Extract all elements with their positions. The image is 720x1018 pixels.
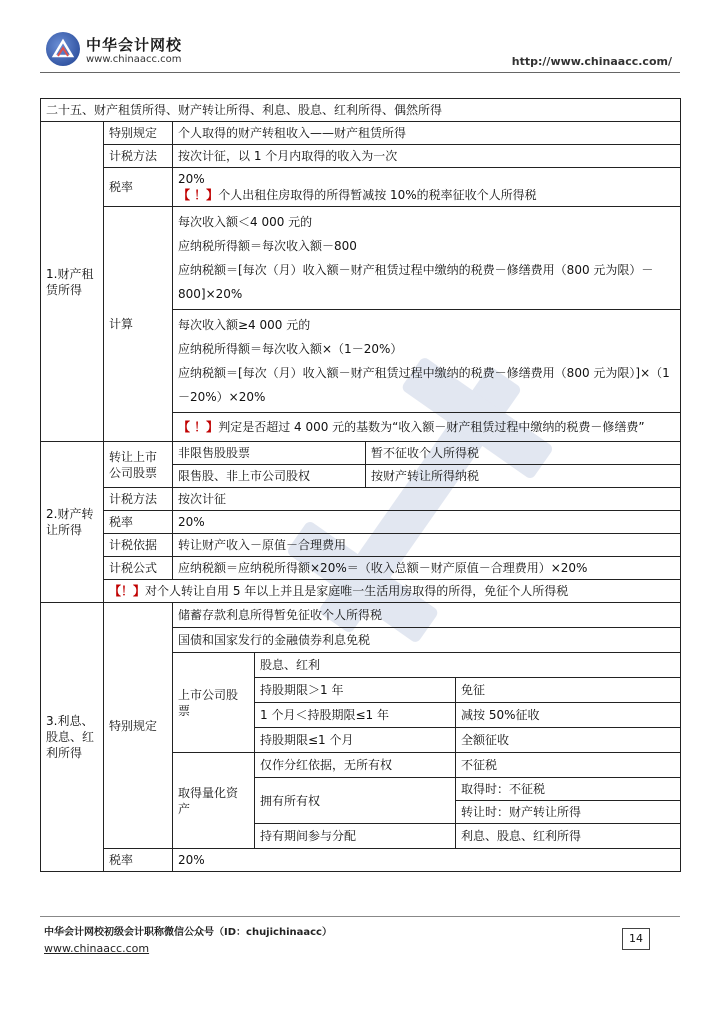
transfer-note [104, 580, 681, 603]
row-value: 储蓄存款利息所得暂免征收个人所得税 [173, 603, 681, 628]
table-row [41, 99, 681, 122]
rate-value: 20% [178, 172, 205, 186]
row-value: 拥有所有权 [255, 778, 456, 824]
table-row [41, 122, 681, 145]
tip-mark: 【！】 [109, 584, 146, 598]
page-header [40, 28, 680, 78]
brand-url: www.chinaacc.com [86, 54, 182, 65]
page-number: 14 [622, 928, 650, 950]
tip-mark: 【 ！】 [178, 420, 219, 434]
table-row [41, 603, 681, 628]
calc-case-low [173, 207, 681, 310]
calc-line: 每次收入额＜4 000 元的 [178, 215, 313, 229]
row-value: 非限售股股票 [173, 442, 366, 465]
calc-case-high [173, 310, 681, 413]
calc-line: 应纳税所得额＝每次收入额－800 [178, 239, 357, 253]
section-title: 二十五、财产租赁所得、财产转让所得、利息、股息、红利所得、偶然所得 [41, 99, 681, 122]
row-value [173, 168, 681, 207]
row-label: 计税方法 [104, 488, 173, 511]
row-value: 持股期限≤1 个月 [255, 728, 456, 753]
row-value: 按次计征，以 1 个月内取得的收入为一次 [173, 145, 681, 168]
row-value: 减按 50%征收 [456, 703, 681, 728]
site-url-link[interactable]: http://www.chinaacc.com/ [511, 55, 672, 68]
row-label: 特别规定 [104, 122, 173, 145]
footer-divider [40, 916, 680, 917]
tip-text: 判定是否超过 4 000 元的基数为“收入额－财产租赁过程中缴纳的税费－修缮费” [218, 420, 645, 434]
row-value: 利息、股息、红利所得 [456, 824, 681, 849]
row-value: 暂不征收个人所得税 [366, 442, 681, 465]
row-label: 特别规定 [104, 603, 173, 849]
row-label: 税率 [104, 168, 173, 207]
table-row [41, 168, 681, 207]
row-value: 转让财产收入－原值－合理费用 [173, 534, 681, 557]
row-value: 不征税 [456, 753, 681, 778]
row-value: 全额征收 [456, 728, 681, 753]
row-value: 仅作分红依据，无所有权 [255, 753, 456, 778]
row-label: 税率 [104, 849, 173, 872]
table-row [41, 849, 681, 872]
logo-icon [46, 32, 80, 66]
row-value: 按财产转让所得纳税 [366, 465, 681, 488]
category-lease: 1.财产租赁所得 [41, 122, 104, 442]
row-value: 转让时：财产转让所得 [456, 801, 681, 824]
row-value: 股息、红利 [255, 653, 681, 678]
table-row [41, 488, 681, 511]
row-value: 1 个月＜持股期限≤1 年 [255, 703, 456, 728]
row-value: 应纳税额＝应纳税所得额×20%＝（收入总额－财产原值－合理费用）×20% [173, 557, 681, 580]
row-label: 计税方法 [104, 145, 173, 168]
tip-text: 对个人转让自用 5 年以上并且是家庭唯一生活用房取得的所得，免征个人所得税 [145, 584, 569, 598]
row-label: 计税依据 [104, 534, 173, 557]
row-value: 国债和国家发行的金融债券利息免税 [173, 628, 681, 653]
tip-line [178, 187, 675, 203]
table-row [41, 145, 681, 168]
sub-label: 上市公司股票 [173, 653, 255, 753]
table-row [41, 534, 681, 557]
sub-label: 取得量化资产 [173, 753, 255, 849]
row-value: 20% [173, 849, 681, 872]
category-transfer: 2.财产转让所得 [41, 442, 104, 603]
tip-text: 个人出租住房取得的所得暂减按 10%的税率征收个人所得税 [218, 188, 537, 202]
row-value: 个人取得的财产转租收入——财产租赁所得 [173, 122, 681, 145]
row-value: 取得时：不征税 [456, 778, 681, 801]
row-value: 按次计征 [173, 488, 681, 511]
footer-url-link[interactable]: www.chinaacc.com [44, 942, 150, 955]
row-label: 计税公式 [104, 557, 173, 580]
row-value: 20% [173, 511, 681, 534]
row-label: 计算 [104, 207, 173, 442]
row-value: 免征 [456, 678, 681, 703]
calc-line: 应纳税额＝[每次（月）收入额－财产租赁过程中缴纳的税费－修缮费用（800 元为限）]×（1－20%）×20% [178, 366, 670, 404]
row-label: 税率 [104, 511, 173, 534]
row-value: 限售股、非上市公司股权 [173, 465, 366, 488]
category-interest: 3.利息、股息、红利所得 [41, 603, 104, 872]
row-value: 持股期限＞1 年 [255, 678, 456, 703]
table-row [41, 580, 681, 603]
table-row [41, 511, 681, 534]
header-divider [40, 72, 680, 73]
calc-line: 应纳税额＝[每次（月）收入额－财产租赁过程中缴纳的税费－修缮费用（800 元为限）－800]×20% [178, 263, 654, 301]
table-row [41, 442, 681, 465]
calc-line: 每次收入额≥4 000 元的 [178, 318, 311, 332]
table-row [41, 207, 681, 310]
calc-note [173, 413, 681, 442]
row-value: 持有期间参与分配 [255, 824, 456, 849]
tip-mark: 【 ！】 [178, 188, 219, 202]
brand-name: 中华会计网校 [86, 36, 183, 54]
tax-table [40, 98, 681, 872]
calc-line: 应纳税所得额＝每次收入额×（1－20%） [178, 342, 403, 356]
table-row [41, 557, 681, 580]
footer-text: 中华会计网校初级会计职称微信公众号（ID：chujichinaacc） [44, 927, 332, 938]
row-label: 转让上市公司股票 [104, 442, 173, 488]
